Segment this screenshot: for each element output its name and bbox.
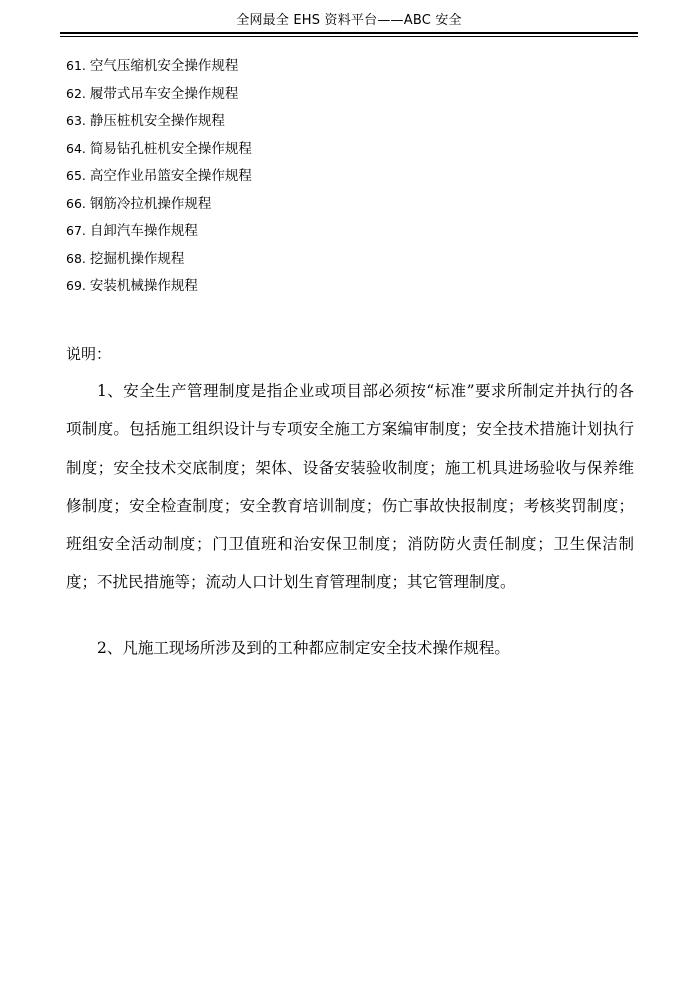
list-item-label: 空气压缩机安全操作规程: [89, 58, 239, 74]
list-item-label: 简易钻孔桩机安全操作规程: [89, 140, 252, 157]
procedure-list: [66, 52, 626, 300]
list-item-number: 67.: [66, 223, 86, 238]
header-title: 全网最全 EHS 资料平台——ABC 安全: [236, 13, 462, 28]
list-item-number: 68.: [66, 250, 86, 266]
list-item-number: 64.: [66, 140, 86, 156]
list-item-label: 静压桩机安全操作规程: [89, 113, 225, 129]
list-item-number: 63.: [66, 113, 86, 128]
notes-heading: 说明：: [66, 345, 112, 363]
list-item: [66, 217, 626, 245]
list-item: [66, 245, 626, 273]
notes-paragraph-1: 1、安全生产管理制度是指企业或项目部必须按“标准”要求所制定并执行的各项制度。包括施工组织设计与专项安全施工方案编审制度；安全技术措施计划执行制度；安全技术交底制度；架体、设备安装验收制度；施工机具进场验收与保养维修制度；安全检查制度；安全教育培训制度；伤亡事故快报制度；考核奖罚制度；班组安全活动制度；门卫值班和治安保卫制度；消防防火责任制度；卫生保洁制度；不扰民措施等；流动人口计划生育管理制度；其它管理制度。: [66, 382, 634, 592]
list-item: [66, 80, 626, 108]
list-item-number: 66.: [66, 195, 86, 211]
list-item-label: 高空作业吊篮安全操作规程: [89, 168, 252, 184]
page-header: [60, 0, 638, 40]
list-item-label: 安装机械操作规程: [89, 278, 198, 294]
list-item-label: 自卸汽车操作规程: [89, 223, 198, 239]
list-item-label: 履带式吊车安全操作规程: [89, 85, 239, 102]
list-item: [66, 190, 626, 218]
list-item: [66, 52, 626, 80]
list-item-number: 62.: [66, 85, 86, 101]
list-item: [66, 107, 626, 135]
list-item-label: 钢筋冷拉机操作规程: [89, 195, 212, 212]
list-item: [66, 135, 626, 163]
list-item: [66, 162, 626, 190]
list-item-label: 挖掘机操作规程: [89, 250, 185, 267]
header-rule-thin: [60, 36, 638, 37]
notes-paragraph-2: 2、凡施工现场所涉及到的工种都应制定安全技术操作规程。: [97, 639, 510, 657]
list-item: [66, 272, 626, 300]
header-rule-thick: [60, 32, 638, 34]
list-item-number: 69.: [66, 278, 86, 293]
list-item-number: 61.: [66, 58, 86, 73]
list-item-number: 65.: [66, 168, 86, 183]
